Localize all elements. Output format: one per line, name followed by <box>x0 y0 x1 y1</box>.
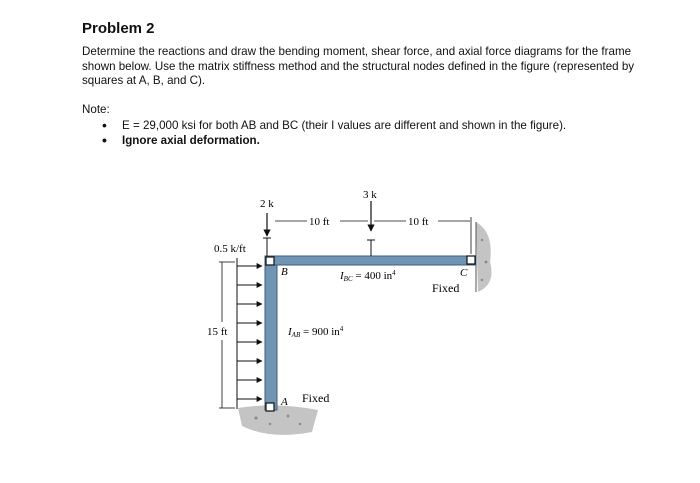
node-a-label: A <box>281 396 288 408</box>
load-3k-label: 3 k <box>363 189 377 201</box>
dist-load-label: 0.5 k/ft <box>214 243 246 255</box>
ground-support-a <box>238 405 318 434</box>
node-c-label: C <box>460 267 468 279</box>
problem-statement: Determine the reactions and draw the bending moment, shear force, and axial force diagrams for the frame shown below. Use the matrix stiffness method and the structural nodes defined in the figure (represented by squares at A, B, and C). <box>82 45 635 87</box>
node-c-square <box>467 256 475 264</box>
fixed-c-label: Fixed <box>432 281 460 295</box>
height-label: 15 ft <box>207 326 228 338</box>
member-bc <box>265 256 476 265</box>
load-2k-label: 2 k <box>260 198 274 210</box>
dist-load-arrows <box>237 266 262 399</box>
span-right-label: 10 ft <box>408 216 429 228</box>
fixed-a-label: Fixed <box>302 391 330 405</box>
node-b-label: B <box>281 266 288 278</box>
member-ab <box>265 258 277 410</box>
note-item-modulus: • E = 29,000 ksi for both AB and BC (their I values are different and shown in the figure). <box>100 118 566 133</box>
inertia-ab-label: IAB = 900 $in^4$ <box>288 325 344 339</box>
problem-title: Problem 2 <box>82 20 155 37</box>
node-a-square <box>266 403 274 411</box>
span-left-label: 10 ft <box>309 216 330 228</box>
node-b-square <box>266 257 274 265</box>
note-label: Note: <box>82 103 110 116</box>
inertia-bc-label: IBC = 400 $in^4$ <box>340 269 396 283</box>
wall-support-c <box>476 222 492 292</box>
note-item-axial: • Ignore axial deformation. <box>100 133 566 148</box>
